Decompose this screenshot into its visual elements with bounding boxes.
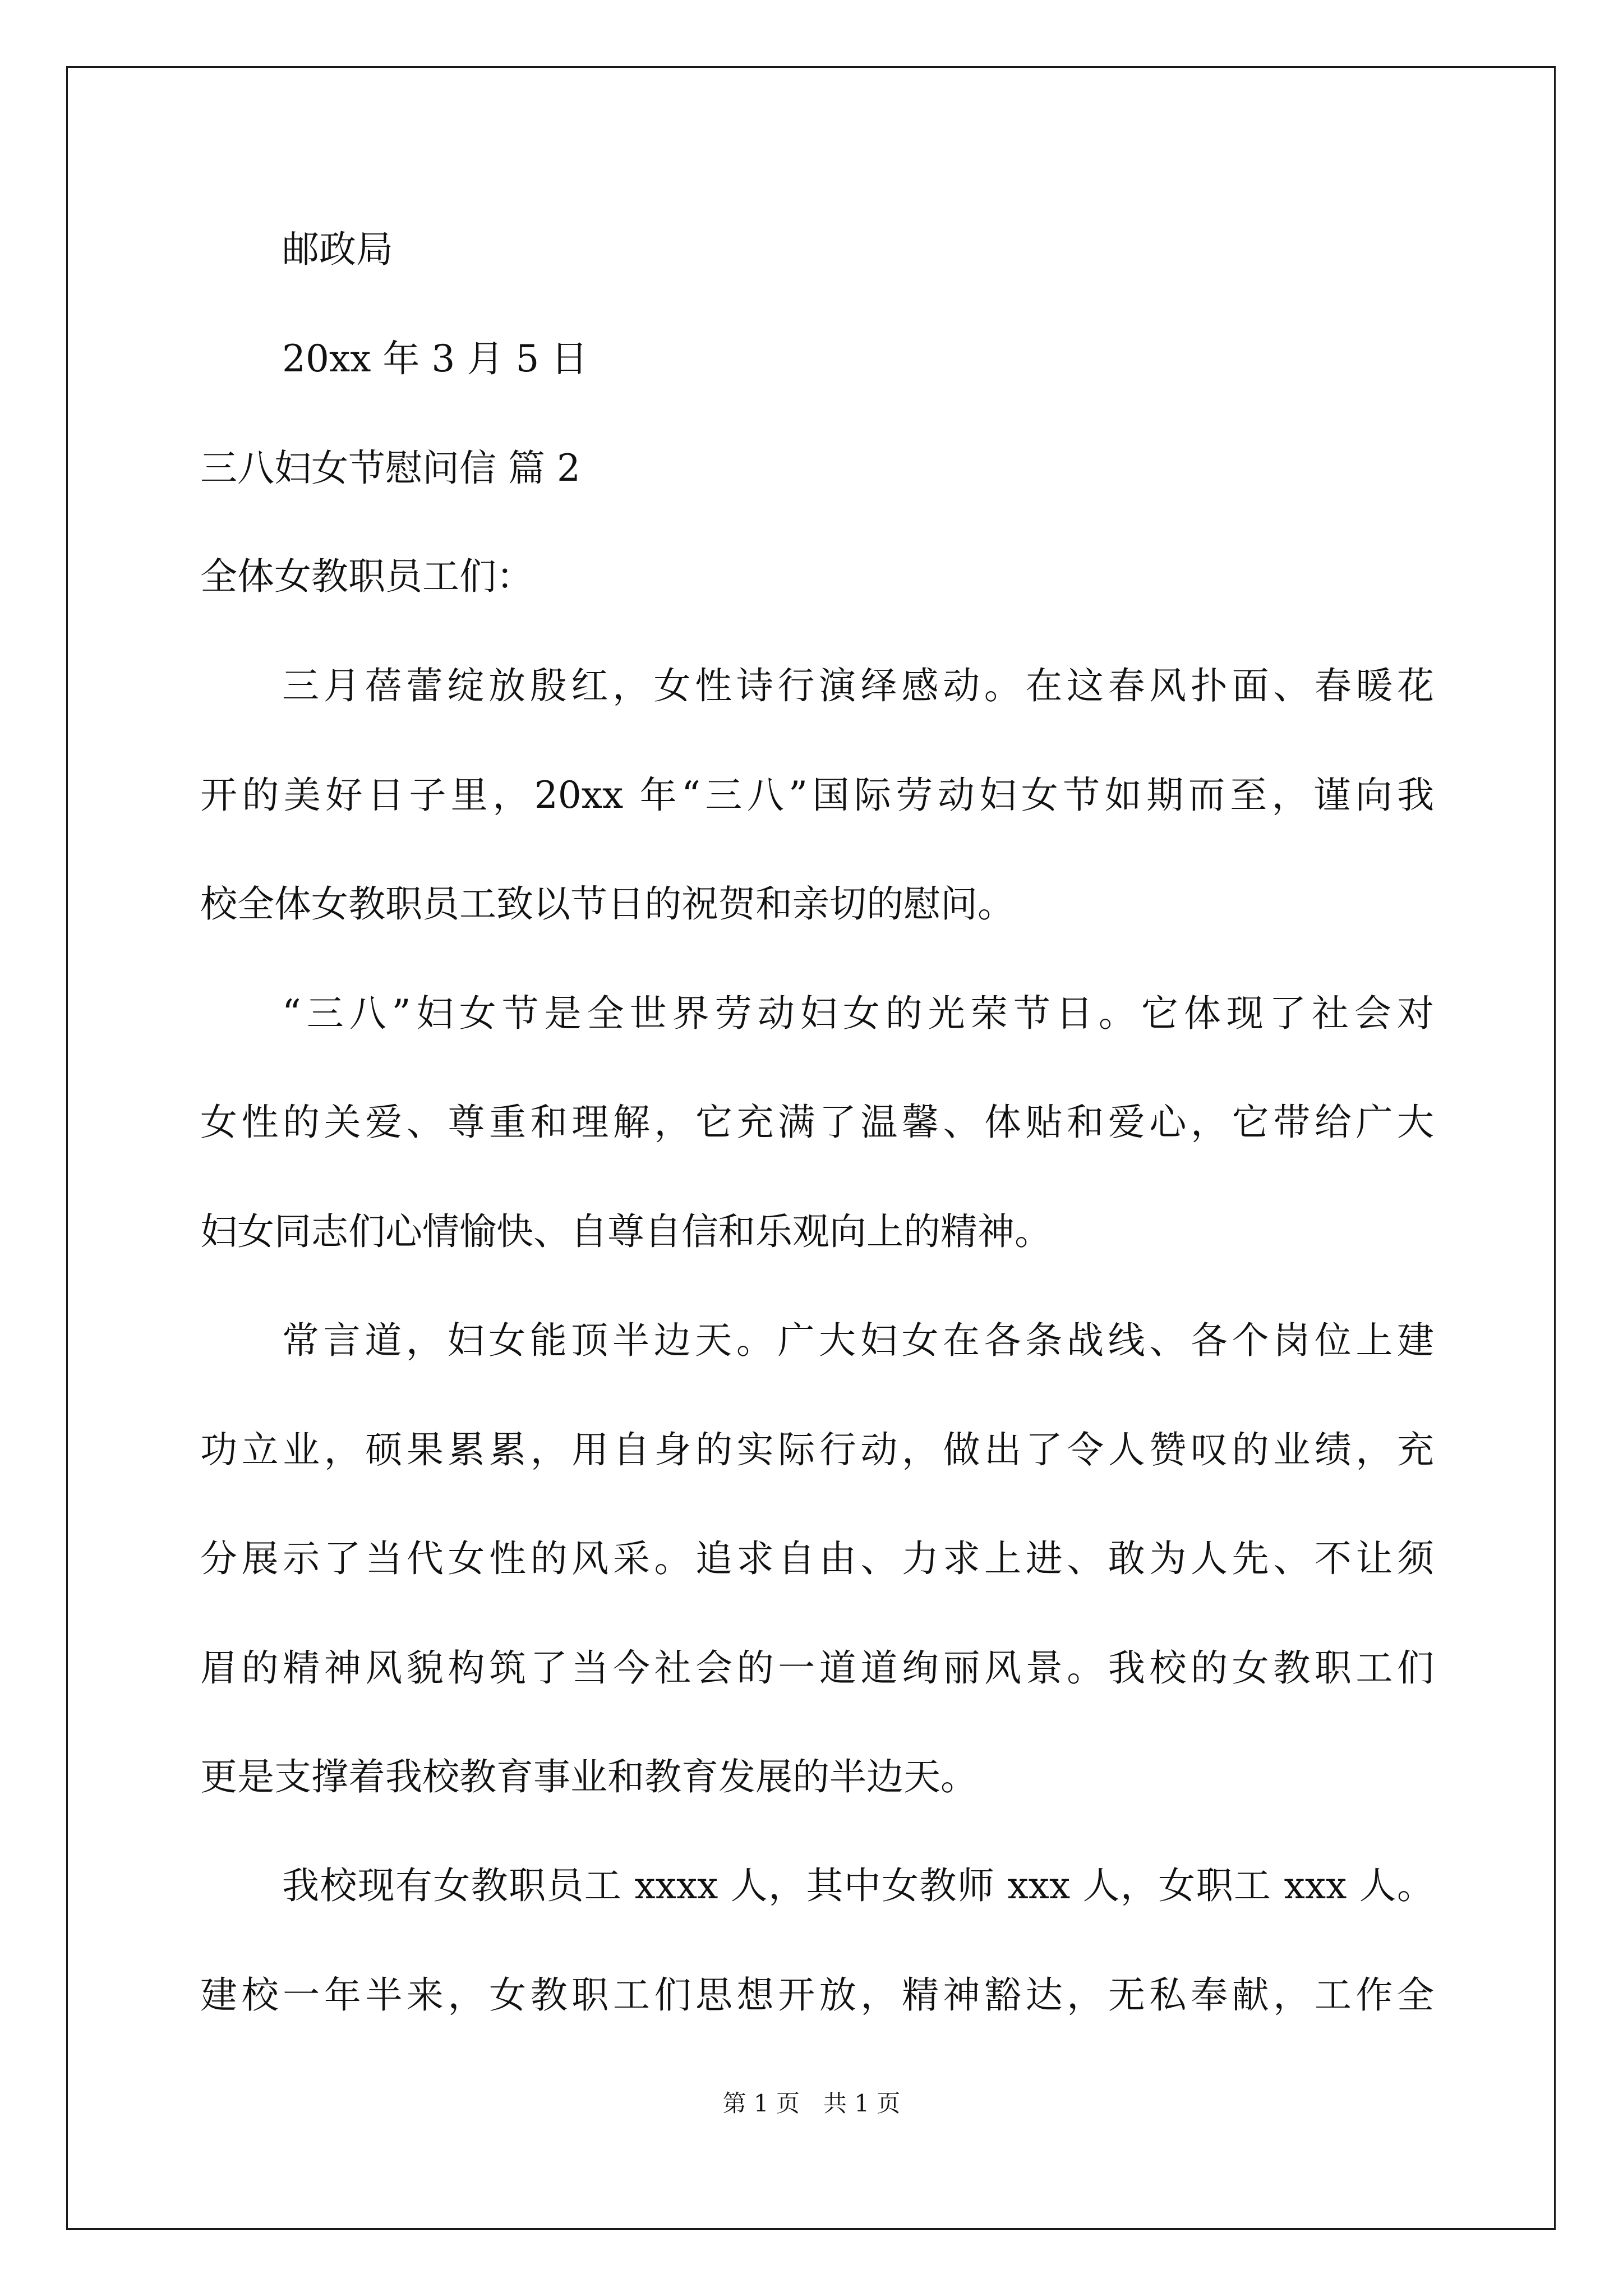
page-footer: 第 1 页 共 1 页: [722, 2090, 901, 2117]
body-line: 女性的关爱、尊重和理解，它充满了温馨、体贴和爱心，它带给广大: [200, 1101, 1434, 1144]
body-line: 眉的精神风貌构筑了当今社会的一道道绚丽风景。我校的女教职工们: [200, 1646, 1434, 1690]
body-line: 我校现有女教职员工 xxxx 人，其中女教师 xxx 人，女职工 xxx 人。: [282, 1864, 1434, 1907]
signature-date: 20xx 年 3 月 5 日: [282, 337, 588, 380]
signature-organization: 邮政局: [282, 228, 393, 271]
body-line: 建校一年半来，女教职工们思想开放，精神豁达，无私奉献，工作全: [200, 1973, 1434, 2017]
body-line: 妇女同志们心情愉快、自尊自信和乐观向上的精神。: [200, 1210, 1052, 1253]
body-line: 开的美好日子里，20xx 年“三八”国际劳动妇女节如期而至，谨向我: [200, 774, 1434, 817]
body-line: “三八”妇女节是全世界劳动妇女的光荣节日。它体现了社会对: [282, 992, 1434, 1035]
body-line: 三月蓓蕾绽放殷红，女性诗行演绎感动。在这春风扑面、春暖花: [282, 664, 1434, 707]
salutation: 全体女教职员工们：: [200, 555, 533, 598]
body-line: 更是支撑着我校教育事业和教育发展的半边天。: [200, 1755, 978, 1798]
body-line: 常言道，妇女能顶半边天。广大妇女在各条战线、各个岗位上建: [282, 1319, 1434, 1362]
body-line: 校全体女教职员工致以节日的祝贺和亲切的慰问。: [200, 882, 1015, 926]
body-line: 功立业，硕果累累，用自身的实际行动，做出了令人赞叹的业绩，充: [200, 1428, 1434, 1471]
section-title: 三八妇女节慰问信 篇 2: [200, 447, 580, 490]
body-line: 分展示了当代女性的风采。追求自由、力求上进、敢为人先、不让须: [200, 1537, 1434, 1580]
